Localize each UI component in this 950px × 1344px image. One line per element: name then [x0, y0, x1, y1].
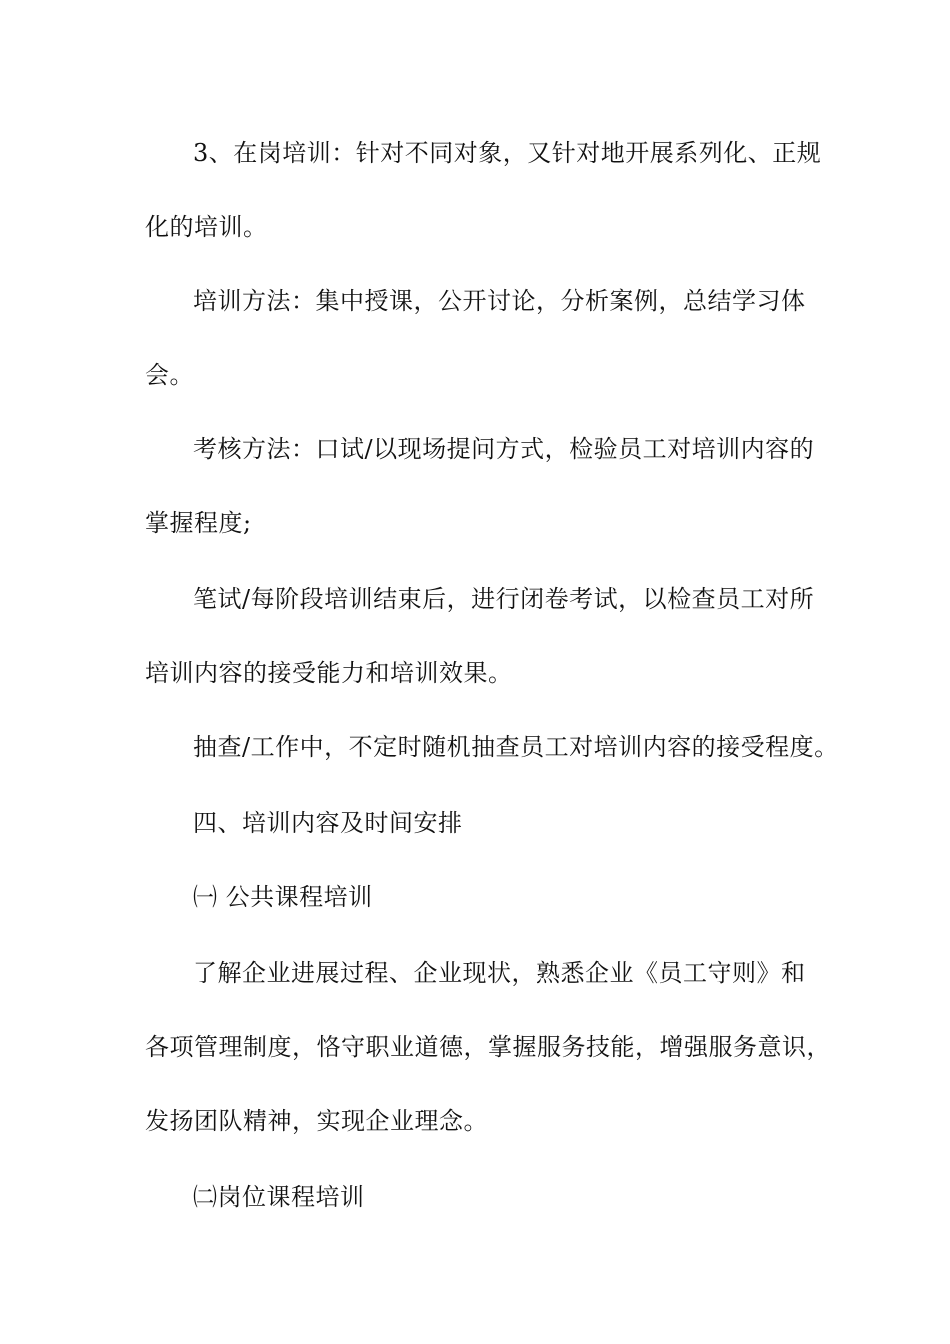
paragraph-onsite-training-line-1: 3、在岗培训：针对不同对象，又针对地开展系列化、正规 — [193, 139, 822, 167]
paragraph-written-exam-line-2: 培训内容的接受能力和培训效果。 — [145, 659, 513, 687]
section-heading-training-content: 四、培训内容及时间安排 — [193, 809, 463, 837]
paragraph-public-courses-line-1: 了解企业进展过程、企业现状，熟悉企业《员工守则》和 — [193, 959, 806, 987]
paragraph-public-courses-line-2: 各项管理制度，恪守职业道德，掌握服务技能，增强服务意识， — [145, 1033, 831, 1061]
paragraph-training-method-line-2: 会。 — [145, 361, 194, 389]
paragraph-assessment-method-line-1: 考核方法：口试/以现场提问方式，检验员工对培训内容的 — [193, 435, 815, 463]
paragraph-onsite-training-line-2: 化的培训。 — [145, 213, 268, 241]
subheading-position-courses: ㈡岗位课程培训 — [193, 1183, 365, 1211]
paragraph-written-exam-line-1: 笔试/每阶段培训结束后，进行闭卷考试，以检查员工对所 — [193, 585, 815, 613]
paragraph-spot-check: 抽查/工作中，不定时随机抽查员工对培训内容的接受程度。 — [193, 733, 839, 761]
paragraph-training-method-line-1: 培训方法：集中授课，公开讨论，分析案例，总结学习体 — [193, 287, 806, 315]
subheading-public-courses: ㈠ 公共课程培训 — [193, 883, 373, 911]
paragraph-public-courses-line-3: 发扬团队精神，实现企业理念。 — [145, 1107, 488, 1135]
paragraph-assessment-method-line-2: 掌握程度; — [145, 509, 252, 537]
